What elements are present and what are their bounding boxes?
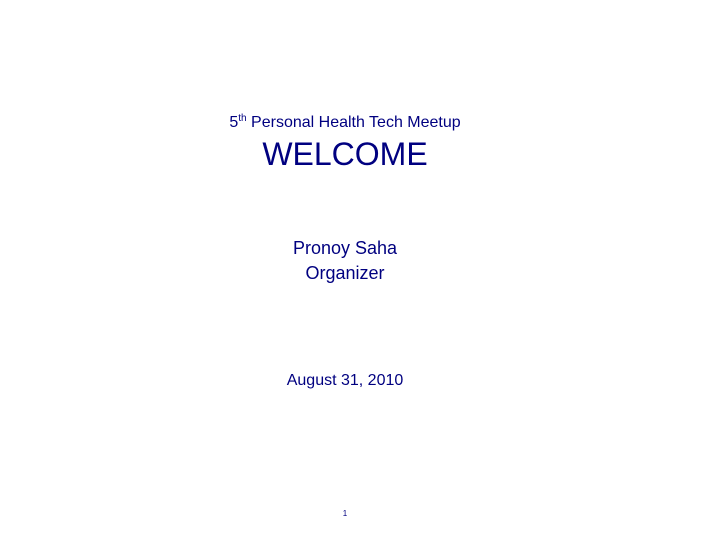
event-date: August 31, 2010 xyxy=(286,372,404,389)
page-number: 1 xyxy=(342,509,348,518)
presenter-name: Pronoy Saha xyxy=(292,238,398,258)
presenter-role: Organizer xyxy=(305,263,385,283)
meetup-ordinal-suffix: th xyxy=(238,113,247,124)
welcome-heading: WELCOME xyxy=(262,136,428,172)
meetup-title xyxy=(0,113,690,133)
meetup-title-text: Personal Health Tech Meetup xyxy=(246,114,461,131)
meetup-ordinal: 5 xyxy=(229,114,239,131)
